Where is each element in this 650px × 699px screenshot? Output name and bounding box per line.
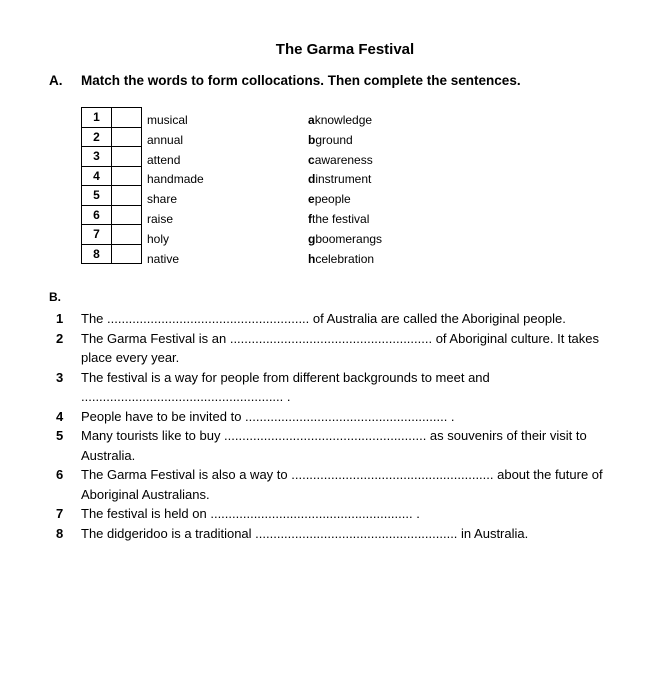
item-number: 6 bbox=[82, 205, 112, 225]
right-word-list bbox=[308, 112, 382, 270]
table-row bbox=[82, 166, 142, 186]
item-number: 7 bbox=[82, 225, 112, 245]
sentence-number: 5 bbox=[56, 428, 64, 443]
sentence-text: The Garma Festival is also a way to ........................................................ about the future of Aboriginal Australians. bbox=[81, 467, 603, 502]
sentence-number: 4 bbox=[56, 408, 64, 424]
left-word-list bbox=[147, 112, 204, 270]
right-word-item bbox=[308, 211, 382, 231]
left-word: holy bbox=[147, 231, 170, 246]
sentence-text: Many tourists like to buy ........................................................ as souvenirs of their visit to Australia. bbox=[81, 428, 587, 463]
item-number: 2 bbox=[82, 127, 112, 147]
answer-cell[interactable] bbox=[112, 147, 142, 167]
item-number: 3 bbox=[82, 147, 112, 167]
answer-cell[interactable] bbox=[112, 108, 142, 128]
option-word: boomerangs bbox=[315, 231, 383, 246]
option-word: ground bbox=[315, 132, 353, 147]
item-number: 5 bbox=[82, 186, 112, 206]
table-row bbox=[82, 108, 142, 128]
option-word: knowledge bbox=[314, 113, 373, 127]
answer-cell[interactable] bbox=[112, 205, 142, 225]
option-letter: c bbox=[308, 152, 315, 167]
right-word-item bbox=[308, 231, 382, 251]
sentence-number: 3 bbox=[56, 369, 64, 385]
option-letter: d bbox=[308, 172, 316, 187]
list-item bbox=[0, 329, 650, 368]
sentence-number: 1 bbox=[56, 311, 64, 326]
table-row bbox=[82, 205, 142, 225]
option-word: celebration bbox=[315, 251, 375, 266]
table-row bbox=[82, 225, 142, 245]
answer-cell[interactable] bbox=[112, 127, 142, 147]
sentence-number: 6 bbox=[56, 467, 64, 482]
right-word-item bbox=[308, 191, 382, 211]
left-word: musical bbox=[147, 113, 188, 127]
list-item bbox=[0, 465, 650, 504]
sentence-text: People have to be invited to ........................................................ . bbox=[81, 408, 455, 424]
list-item bbox=[0, 368, 650, 407]
option-letter: g bbox=[308, 231, 316, 246]
right-word-item bbox=[308, 251, 382, 271]
option-letter: e bbox=[308, 192, 315, 207]
option-letter: b bbox=[308, 132, 316, 147]
list-item bbox=[0, 426, 650, 465]
sentence-text: The festival is held on ........................................................ . bbox=[81, 506, 420, 521]
answer-cell[interactable] bbox=[112, 186, 142, 206]
left-word: share bbox=[147, 192, 178, 207]
right-word-item bbox=[308, 112, 382, 132]
page-title: The Garma Festival bbox=[275, 41, 415, 58]
sentence-number: 8 bbox=[56, 525, 64, 541]
left-word: handmade bbox=[147, 172, 204, 187]
option-word: the festival bbox=[312, 211, 370, 226]
list-item bbox=[0, 407, 650, 427]
sentence-number: 2 bbox=[56, 330, 64, 346]
answer-cell[interactable] bbox=[112, 244, 142, 264]
sentence-text: The didgeridoo is a traditional ........................................................ in Australia. bbox=[81, 525, 529, 541]
table-row bbox=[82, 186, 142, 206]
option-letter: h bbox=[308, 251, 316, 266]
sentence-text: The festival is a way for people from different backgrounds to meet and ........................................................ . bbox=[81, 369, 490, 404]
option-word: instrument bbox=[315, 172, 372, 187]
answer-cell[interactable] bbox=[112, 225, 142, 245]
list-item bbox=[0, 504, 650, 524]
list-item bbox=[0, 309, 650, 329]
answer-cell[interactable] bbox=[112, 166, 142, 186]
option-word: awareness bbox=[314, 152, 373, 167]
right-word-item bbox=[308, 171, 382, 191]
table-row bbox=[82, 127, 142, 147]
item-number: 8 bbox=[82, 244, 112, 264]
table-row bbox=[82, 244, 142, 264]
left-word: native bbox=[147, 251, 180, 266]
section-b-label: B. bbox=[49, 290, 61, 304]
left-word: attend bbox=[147, 152, 181, 167]
left-word: raise bbox=[147, 211, 174, 226]
option-word: people bbox=[314, 192, 351, 207]
option-letter: f bbox=[308, 211, 312, 226]
sentence-text: The ........................................................ of Australia are called the Aboriginal people. bbox=[81, 311, 566, 326]
sentence-text: The Garma Festival is an ........................................................ of Aboriginal culture. It takes place every year. bbox=[81, 330, 600, 365]
right-word-item bbox=[308, 152, 382, 172]
option-letter: a bbox=[308, 113, 315, 127]
item-number: 4 bbox=[82, 166, 112, 186]
left-word: annual bbox=[147, 132, 184, 147]
sentence-list bbox=[0, 309, 650, 543]
table-row bbox=[82, 147, 142, 167]
right-word-item bbox=[308, 132, 382, 152]
list-item bbox=[0, 524, 650, 544]
section-a-instruction: Match the words to form collocations. Then complete the sentences. bbox=[81, 73, 521, 88]
section-a-label: A. bbox=[49, 73, 63, 88]
sentence-number: 7 bbox=[56, 506, 64, 521]
matching-table bbox=[81, 107, 142, 264]
item-number: 1 bbox=[82, 108, 112, 128]
